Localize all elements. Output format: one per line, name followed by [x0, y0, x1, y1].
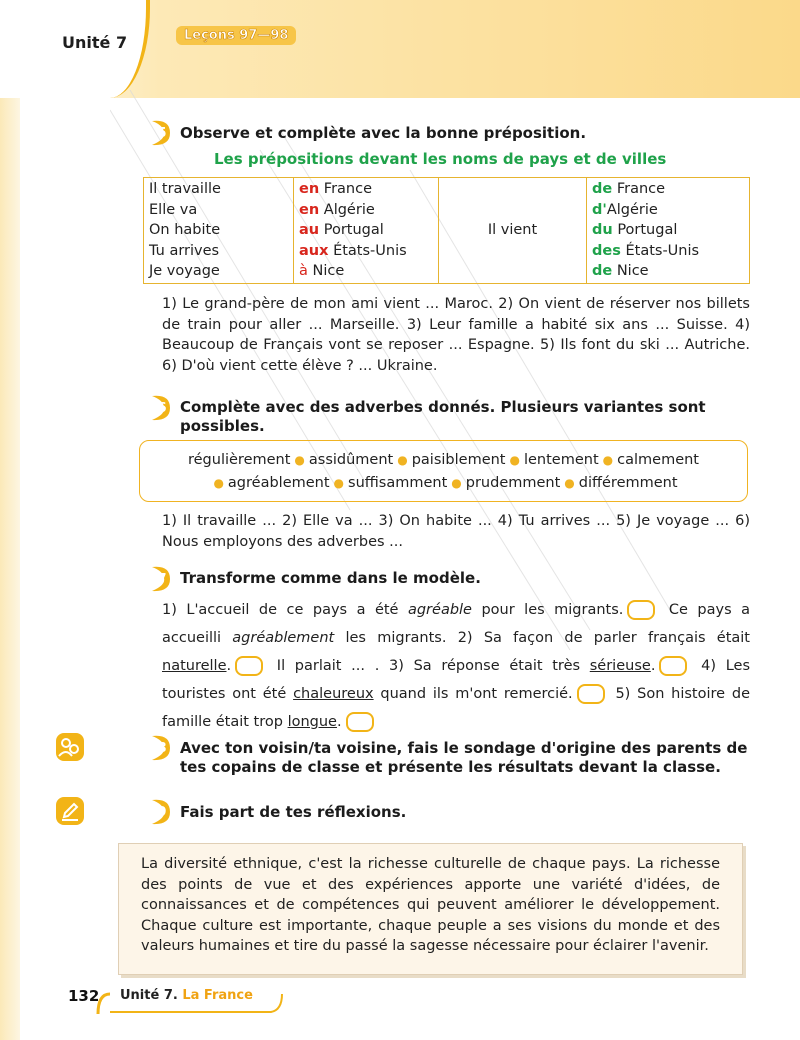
- exercise-5-text: 1) Le grand-père de mon ami vient ... Maroc. 2) On vient de réserver nos billets de train pour aller ... Marseille. 3) Leur famille a habité six ans ... Suisse. 4) Beaucoup de Français vont se reposer ... Espagne. 5) Ils font du ski ... Autriche. 6) D'où vient cette élève ? ... Ukraine.: [162, 296, 750, 374]
- unit-label: [62, 33, 127, 52]
- reflection-note: La diversité ethnique, c'est la richesse culturelle de chaque pays. La richesse des points de vue et des expériences apporte une variété d'idées, de connaissances et de compétences qui peuvent améliorer le développement. Chaque culture est importante, chaque peuple a ses visions du monde et des valeurs humaines et tire du passé la sagesse nécessaire pour éclairer l'avenir.: [118, 843, 743, 975]
- origin-cell: de France d'Algérie du Portugal des États-Unis de Nice: [587, 178, 750, 284]
- exercise-number-8: 8: [148, 734, 176, 762]
- pencil-icon: [55, 796, 85, 826]
- unit-word: Unité: [62, 33, 111, 52]
- preposition-table: [143, 177, 750, 284]
- exercise-number-9: 9: [148, 798, 176, 826]
- answer-box[interactable]: [627, 600, 655, 620]
- il-vient-cell: Il vient: [439, 178, 587, 284]
- adverb-row-2: ● agréablement ● suffisamment ● prudemment ● différemment: [213, 475, 678, 491]
- answer-box[interactable]: [577, 684, 605, 704]
- adverb-row-1: régulièrement ● assidûment ● paisiblement ● lentement ● calmement: [187, 452, 699, 468]
- answer-box[interactable]: [346, 712, 374, 732]
- exercise-5-title: Observe et complète avec la bonne préposition.: [180, 124, 587, 142]
- exercise-6-title: Complète avec des adverbes donnés. Plusieurs variantes sont possibles.: [180, 398, 706, 435]
- left-margin-band: [0, 0, 20, 1040]
- pair-work-icon: [55, 732, 85, 762]
- footer-unit: Unité 7. La France: [120, 988, 253, 1003]
- exercise-7-title: Transforme comme dans le modèle.: [180, 569, 481, 587]
- exercise-5-subtitle: Les prépositions devant les noms de pays et de villes: [214, 150, 667, 168]
- exercise-8-title: Avec ton voisin/ta voisine, fais le sondage d'origine des parents de tes copains de classe et présente les résultats devant la classe.: [180, 739, 748, 776]
- exercise-number-7: 7: [148, 565, 176, 593]
- destination-cell: en France en Algérie au Portugal aux États-Unis à Nice: [294, 178, 439, 284]
- adverb-word-box: [139, 440, 748, 502]
- exercise-number-5: 5: [148, 119, 176, 147]
- exercise-7-text: 1) L'accueil de ce pays a été agréable pour les migrants. Ce pays a accueilli agréablement les migrants. 2) Sa façon de parler français était naturelle. Il parlait ... . 3) Sa réponse était très sérieuse. 4) Les touristes ont été chaleureux quand ils m'ont remercié. 5) Son histoire de famille était trop longue.: [162, 602, 751, 730]
- exercise-6-text: 1) Il travaille ... 2) Elle va ... 3) On habite ... 4) Tu arrives ... 5) Je voyage ... 6) Nous employons des adverbes ...: [162, 513, 750, 550]
- exercise-number-6: 6: [148, 394, 176, 422]
- unit-number: 7: [115, 33, 128, 52]
- subjects-cell: Il travaille Elle va On habite Tu arrives Je voyage: [144, 178, 294, 284]
- answer-box[interactable]: [235, 656, 263, 676]
- lessons-label: Leçons 97—98: [176, 26, 296, 45]
- answer-box[interactable]: [659, 656, 687, 676]
- page-number: 132: [68, 987, 100, 1005]
- exercise-9-title: Fais part de tes réflexions.: [180, 803, 407, 821]
